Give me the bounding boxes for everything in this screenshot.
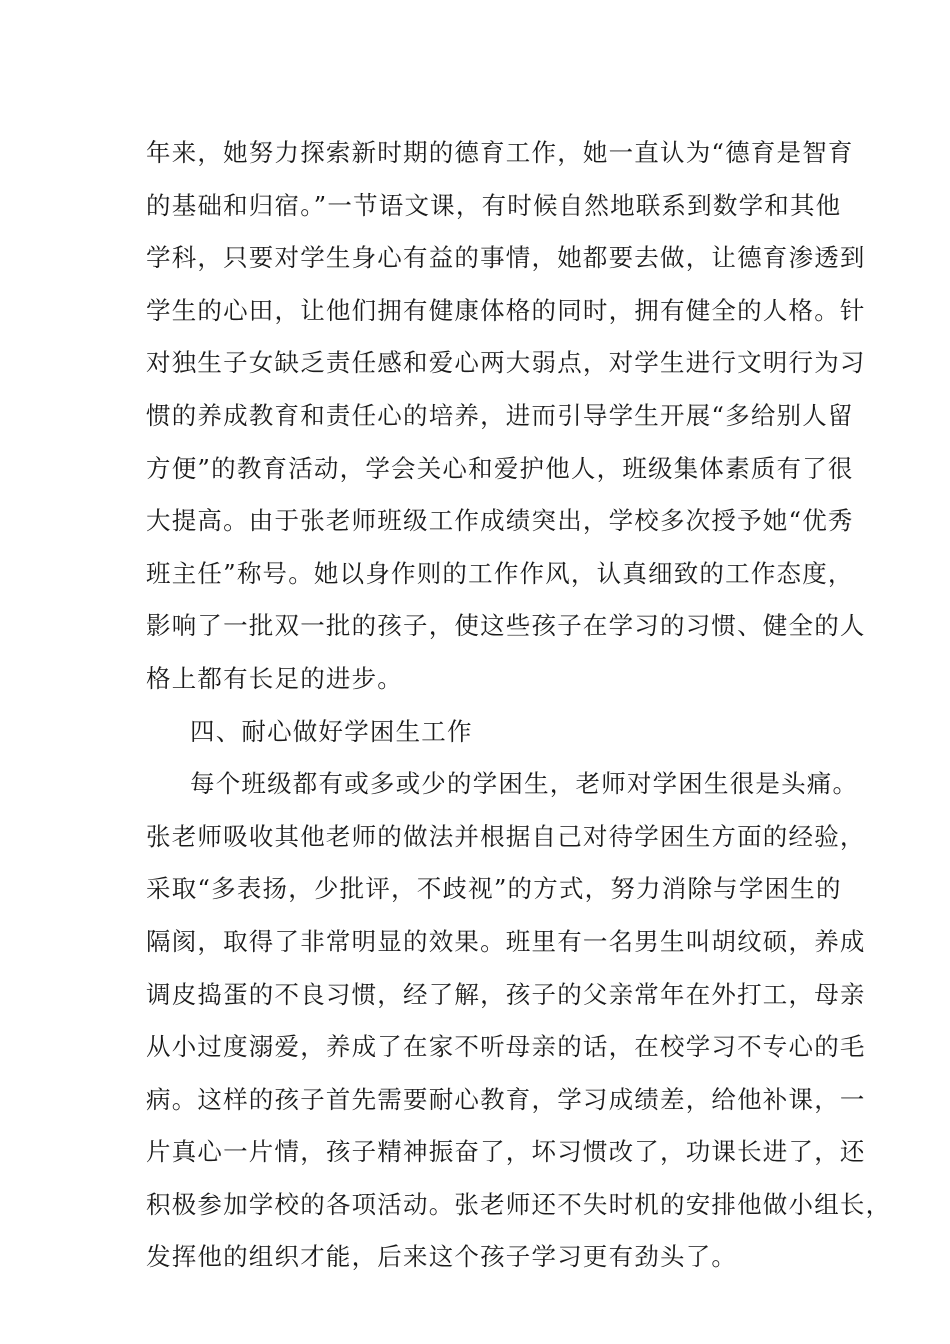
text-line: 调皮捣蛋的不良习惯，经了解，孩子的父亲常年在外打工，母亲 (146, 979, 866, 1009)
text-line: 发挥他的组织才能，后来这个孩子学习更有劲头了。 (146, 1242, 738, 1272)
text-line: 格上都有长足的进步。 (146, 663, 403, 693)
text-line: 隔阂，取得了非常明显的效果。班里有一名男生叫胡纹硕，养成 (146, 926, 866, 956)
body-text (146, 127, 892, 1284)
text-line: 每个班级都有或多或少的学困生，老师对学困生很是头痛。 (190, 769, 859, 799)
text-line: 年来，她努力探索新时期的德育工作，她一直认为“德育是智育 (146, 138, 854, 167)
text-line: 片真心一片情，孩子精神振奋了，坏习惯改了，功课长进了，还 (146, 1137, 866, 1167)
section-heading: 四、耐心做好学困生工作 (190, 716, 473, 746)
text-line: 积极参加学校的各项活动。张老师还不失时机的安排他做小组长， (146, 1189, 892, 1219)
text-line: 班主任”称号。她以身作则的工作作风，认真细致的工作态度， (146, 558, 854, 588)
text-line: 大提高。由于张老师班级工作成绩突出，学校多次授予她“优秀 (146, 506, 854, 536)
text-line: 影响了一批双一批的孩子，使这些孩子在学习的习惯、健全的人 (146, 611, 866, 641)
text-line: 惯的养成教育和责任心的培养，进而引导学生开展“多给别人留 (146, 400, 854, 430)
text-line: 张老师吸收其他老师的做法并根据自己对待学困生方面的经验， (146, 821, 866, 851)
text-line: 对独生子女缺乏责任感和爱心两大弱点，对学生进行文明行为习 (146, 348, 866, 378)
text-line: 学科，只要对学生身心有益的事情，她都要去做，让德育渗透到 (146, 243, 866, 273)
text-line: 学生的心田，让他们拥有健康体格的同时，拥有健全的人格。针 (146, 295, 866, 325)
text-line: 方便”的教育活动，学会关心和爱护他人，班级集体素质有了很 (146, 453, 854, 483)
text-line: 采取“多表扬，少批评，不歧视”的方式，努力消除与学困生的 (146, 874, 842, 904)
text-line: 病。这样的孩子首先需要耐心教育，学习成绩差，给他补课，一 (146, 1084, 866, 1114)
text-line: 的基础和归宿。”一节语文课，有时候自然地联系到数学和其他 (146, 190, 842, 220)
text-line: 从小过度溺爱，养成了在家不听母亲的话，在校学习不专心的毛 (146, 1032, 866, 1062)
